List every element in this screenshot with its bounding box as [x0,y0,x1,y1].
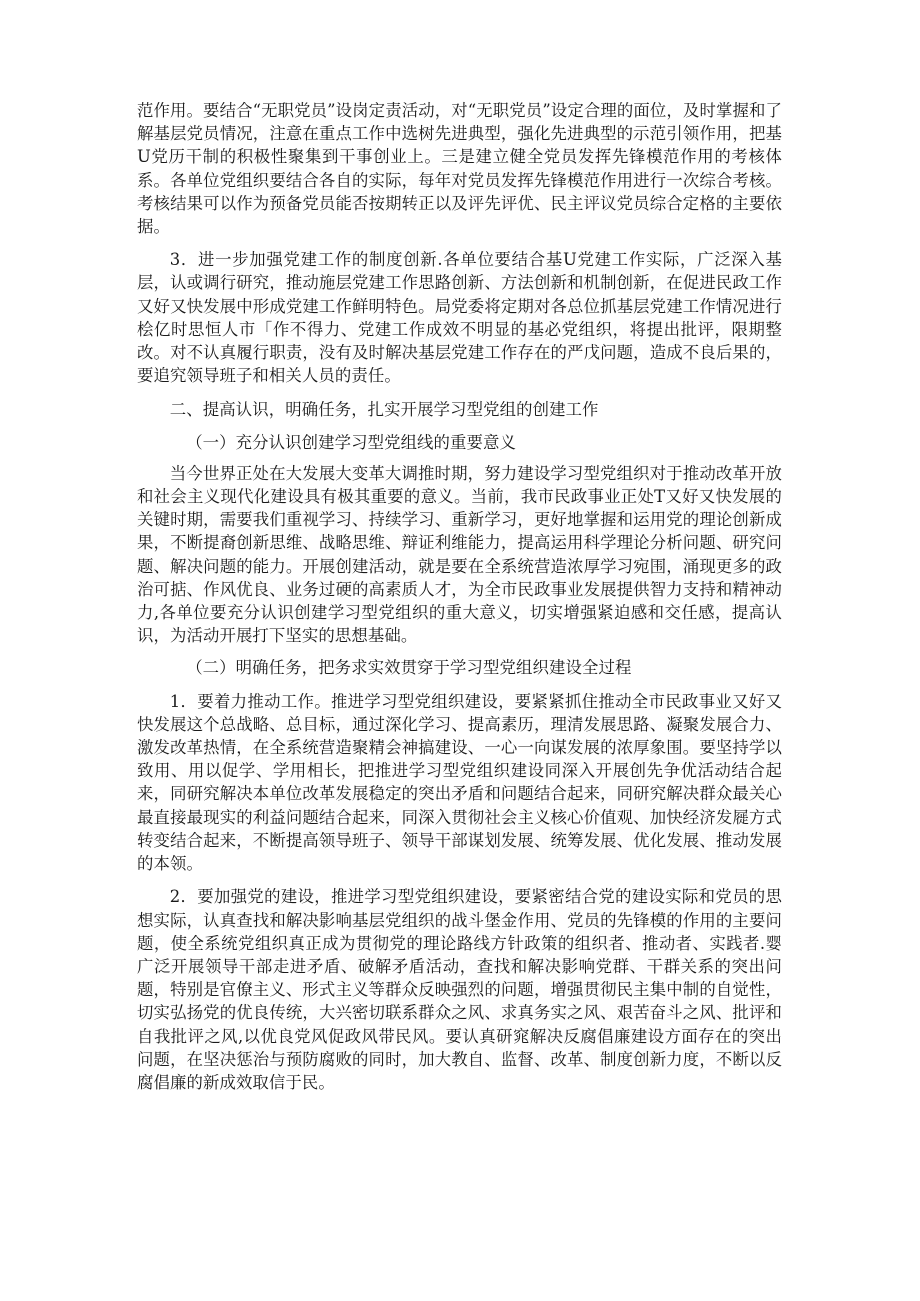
paragraph-role-model: 范作用。要结合“无职党员”设岗定责活动，对“无职党员”设定合理的面位，及时掌握和了解基层党员情况，注意在重点工作中选树先进典型，强化先进典型的示范引领作用，把基U党历干制的积极性聚集到干事创业上。三是建立健全党员发挥先锋模范作用的考核体系。各单位党组织要结合各自的实际，每年对党员发挥先锋模范作用进行一次综合考核。考核结果可以作为预备党员能否按期转正以及评先评优、民主评议党员综合定格的主要依据。 [137,101,782,237]
section-heading-two: 二、提高认识，明确任务，扎实开展学习型党组的创建工作 [169,400,599,420]
paragraph-promote-work: 1．要着力推动工作。推进学习型党组织建设，要紧紧抓住推动全市民政事业又好又快发展这个总战略、总目标，通过深化学习、提高素历，理清发展思路、凝聚发展合力、激发改革热情，在全系统营造聚精会神搞建设、一心一向谋发展的浓厚象围。要坚持学以致用、用以促学、学用相长，把推进学习型党组织建设同深入开展创先争优活动结合起来，同研究解决本单位改革发展稳定的突出矛盾和问题结合起来，同研究解决群众最关心最直接最现实的利益问题结合起来，同深入贯彻社会主义核心价值观、加快经济发屣方式转变结合起来，不断提高领导班子、领导干部谋划发展、统筹发展、优化发展、推动发展的本领。 [137,691,782,874]
paragraph-significance: 当今世界正处在大发展大变革大调推时期，努力建设学习型党组织对于推动改革开放和社会主义现代化建设具有极其重要的意义。当前，我市民政事业正处T又好又快发展的关键时期，需要我们重视学习、持续学习、重新学习，更好地掌握和运用党的理论创新成果，不断提裔创新思维、战略思维、辩证利维能力，提高运用科学理论分析问题、研究问题、解决问题的能力。开展创建活动，就是要在全系统营造浓厚学习宛围，涌现更多的政治可掂、作风优良、业务过硬的高素质人才，为全市民政事业发展提供智力支持和精神动力,各单位要充分认识创建学习型党组织的重大意义，切实增强紧迫感和交任感，提高认识，为活动开展打下坚实的思想基础。 [137,463,782,646]
subsection-heading-two: （二）明确任务，把务求实效贯穿于学习型党组织建设全过程 [186,658,632,678]
paragraph-institutional-innovation: 3．进一步加强党建工作的制度创新.各单位要结合基U党建工作实际，广泛深入基层，认或调行研究，推动施层党建工作思路创新、方法创新和机制创新，在促进民政工作又好又快发展中形成党建工作鲜明特色。局党委将定期对各总位抓基层党建工作情况进行桧亿时思恒人市「作不得力、党建工作成效不明显的基必党组织，将提出批评，限期整改。对不认真履行职责，没有及时解决基层党建工作存在的严戊问题，造成不良后果的，要追究领导班子和相关人员的责任。 [137,250,782,386]
subsection-heading-one: （一）充分认识创建学习型党组线的重要意义 [186,432,516,452]
paragraph-party-building: 2．要加强党的建设，推进学习型党组织建设，要紧密结合党的建设实际和党员的思想实际，认真查找和解决影响基层党组织的战斗堡金作用、党员的先锋模的作用的主要问题，使全系统党组织真正成为贯彻党的理论路线方针政策的组织者、推动者、实践者.婴广泛开展领导干部走进矛盾、破解矛盾活动，查找和解决影响党群、干群关系的突出问题，特别是官僚主义、形式主义等群众反映强烈的问题，增强贯彻民主集中制的自觉性，切实弘扬党的优良传统，大兴密切联系群众之风、求真务实之风、艰苦奋斗之风、批评和自我批评之风,以优良党风促政风带民风。要认真研窕解决反腐倡廉建设方面存在的突出问题，在坚决惩治与预防腐败的同时，加大教自、监督、改革、制度创新力度，不断以反腐倡廉的新成效取信于民。 [137,887,782,1092]
document-page [137,99,782,1094]
